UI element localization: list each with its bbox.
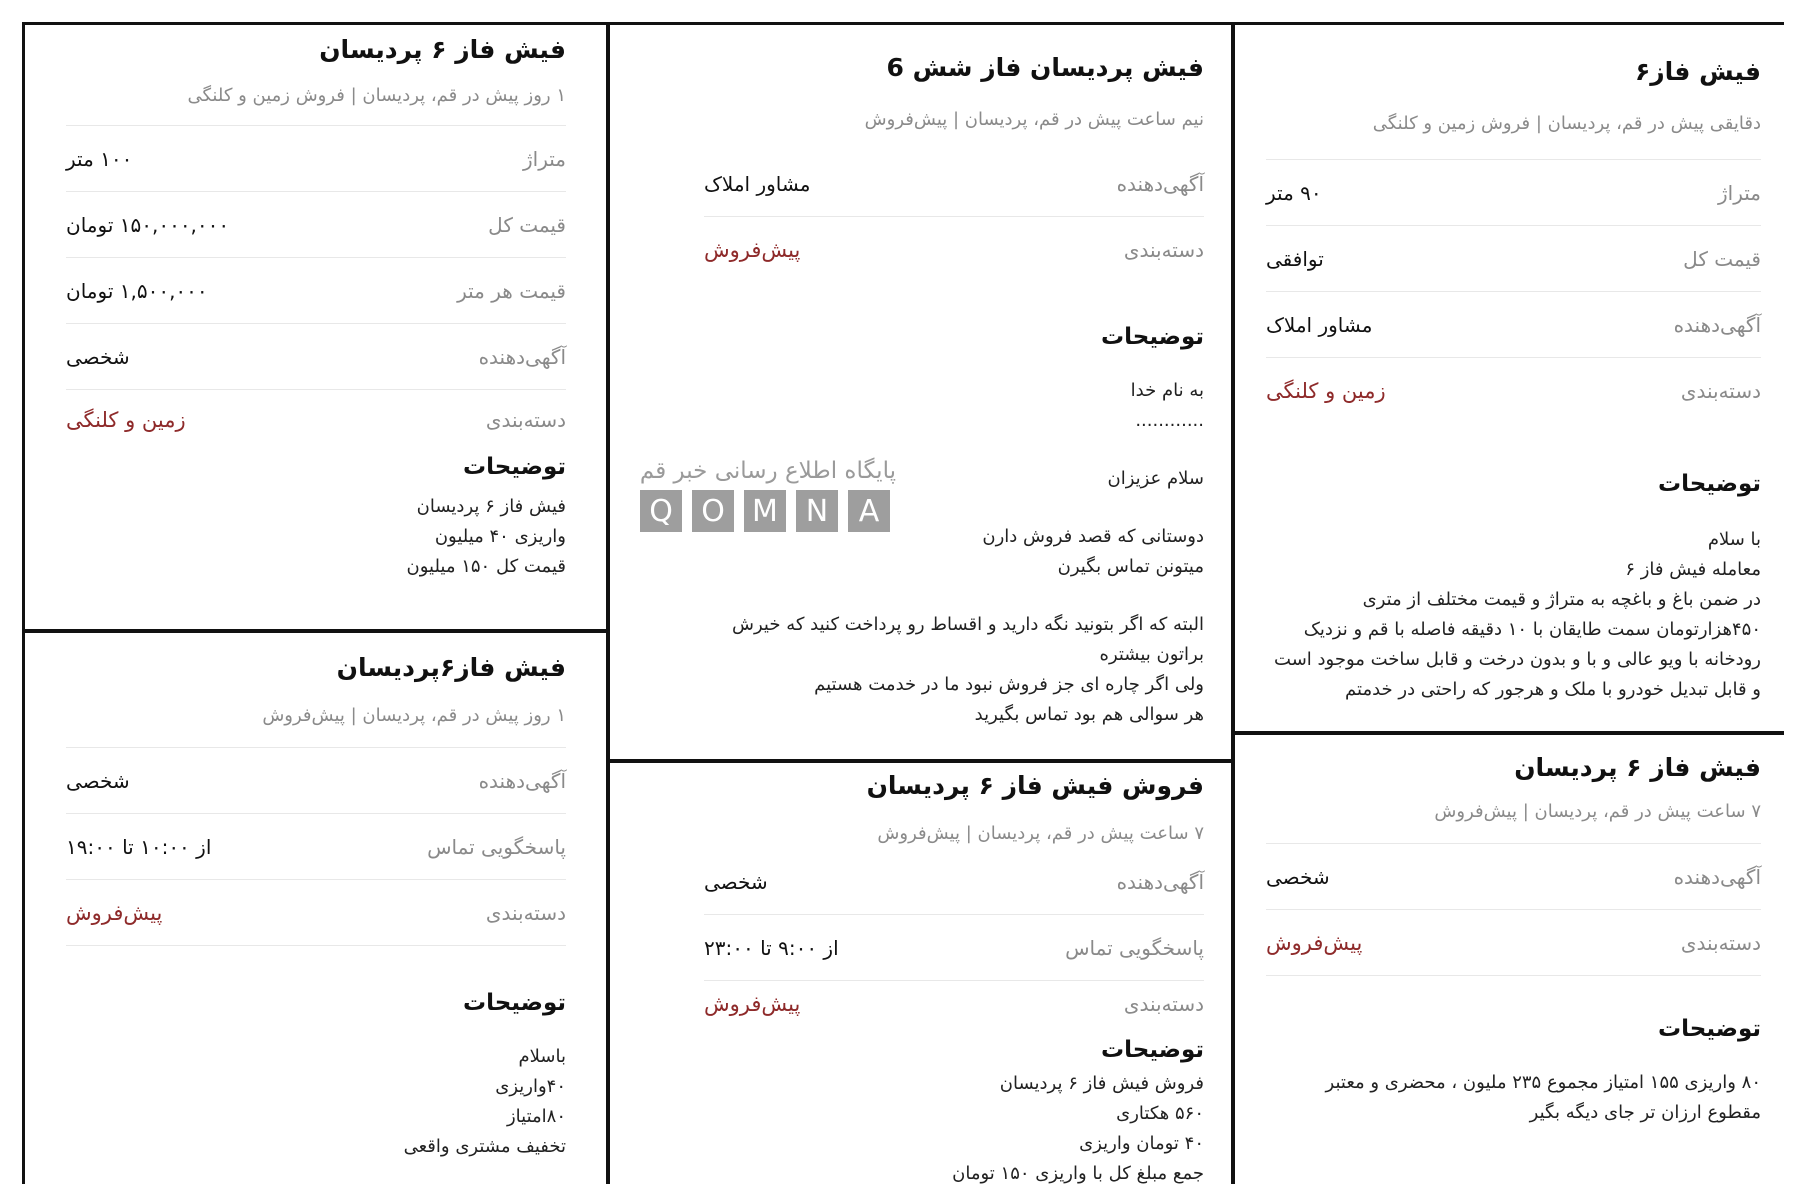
desc-line: ۴۰ تومان واریزی (1079, 1133, 1204, 1154)
description-heading: توضیحات (1101, 1037, 1204, 1063)
row-label: قیمت کل (488, 212, 566, 237)
description-text (704, 1069, 1204, 1184)
ad-card-fish-faz6-90m[interactable] (1235, 25, 1784, 731)
row-area (66, 126, 566, 192)
row-value: شخصی (66, 768, 130, 793)
row-contact-hours (704, 915, 1204, 981)
desc-line: ۴۵۰هزارتومان سمت طایقان با ۱۰ دقیقه فاصله با قم و نزدیک (1303, 619, 1761, 640)
ad-attributes (704, 151, 1204, 282)
row-advertiser (1266, 844, 1761, 910)
desc-line: البته که اگر بتونید نگه دارید و اقساط رو پرداخت کنید که خیرش (732, 614, 1204, 635)
row-value: شخصی (1266, 864, 1330, 889)
category-link[interactable]: پیش‌فروش (704, 237, 801, 262)
description-heading: توضیحات (1658, 471, 1761, 497)
desc-line: رودخانه با ویو عالی و با و بدون درخت و قابل ساخت موجود است (1274, 649, 1761, 670)
row-value: ۱۵۰,۰۰۰,۰۰۰ تومان (66, 212, 230, 237)
description-text (66, 492, 566, 582)
row-value: از ۹:۰۰ تا ۲۳:۰۰ (704, 935, 839, 960)
ad-meta: ۱ روز پیش در قم، پردیسان | پیش‌فروش (262, 705, 566, 726)
divider-horizontal-left (25, 629, 606, 633)
desc-line: معامله فیش فاز ۶ (1625, 559, 1761, 580)
desc-line: ............ (1135, 410, 1204, 431)
row-category (66, 390, 566, 450)
description-heading: توضیحات (1101, 324, 1204, 350)
desc-gap (704, 582, 1204, 610)
desc-line: ۴۰واریزی (495, 1076, 566, 1097)
desc-line: و قابل تبدیل خودرو با ملک و هرجور که راحتی در خدمتم (1345, 679, 1761, 700)
ad-card-fish-faz6-100m[interactable] (25, 25, 606, 629)
row-category (704, 981, 1204, 1027)
row-label: قیمت هر متر (457, 278, 566, 303)
category-link[interactable]: پیش‌فروش (66, 900, 163, 925)
watermark-text: پایگاه اطلاع رسانی خبر قم (639, 458, 896, 484)
ad-meta: ۷ ساعت پیش در قم، پردیسان | پیش‌فروش (877, 823, 1204, 844)
row-label: آگهی‌دهنده (1673, 864, 1761, 889)
desc-line: در ضمن باغ و باغچه به متراژ و قیمت مختلف از متری (1362, 589, 1761, 610)
desc-line: واریزی ۴۰ میلیون (434, 526, 566, 547)
ad-title[interactable]: فیش فاز ۶ پردیسان (319, 35, 566, 64)
row-total-price (1266, 226, 1761, 292)
row-advertiser (66, 748, 566, 814)
desc-line: هر سوالی هم بود تماس بگیرید (974, 704, 1204, 725)
description-heading: توضیحات (1658, 1016, 1761, 1042)
ad-attributes (704, 849, 1204, 1027)
divider-horizontal-right (1235, 731, 1784, 735)
qomna-watermark (640, 458, 910, 548)
ad-meta: دقایقی پیش در قم، پردیسان | فروش زمین و کلنگی (1372, 113, 1761, 134)
row-value: شخصی (704, 869, 768, 894)
row-category (1266, 910, 1761, 976)
watermark-letter: N (796, 490, 838, 532)
ad-card-forosh-fish-faz6[interactable] (610, 763, 1231, 1184)
row-label: پاسخگویی تماس (427, 834, 566, 859)
row-label: دسته‌بندی (1123, 992, 1204, 1016)
row-label: دسته‌بندی (1680, 378, 1761, 403)
row-label: آگهی‌دهنده (1673, 312, 1761, 337)
desc-line: سلام عزیزان (1107, 468, 1204, 489)
row-price-per-meter (66, 258, 566, 324)
row-label: دسته‌بندی (1123, 237, 1204, 262)
desc-line: ۸۰امتیاز (506, 1106, 566, 1127)
desc-line: به نام خدا (1130, 380, 1204, 401)
row-advertiser (66, 324, 566, 390)
desc-line: جمع مبلغ کل با واریزی ۱۵۰ تومان (952, 1163, 1204, 1184)
desc-line: ۵۶۰ هکتاری (1116, 1103, 1204, 1124)
description-heading: توضیحات (463, 454, 566, 480)
row-value: توافقی (1266, 246, 1324, 271)
row-value: مشاور املاک (704, 171, 811, 196)
ad-card-fish-faz6pardisan[interactable] (25, 633, 606, 1184)
row-value: از ۱۰:۰۰ تا ۱۹:۰۰ (66, 834, 212, 859)
ad-meta: ۷ ساعت پیش در قم، پردیسان | پیش‌فروش (1434, 801, 1761, 822)
row-advertiser (1266, 292, 1761, 358)
row-label: آگهی‌دهنده (478, 344, 566, 369)
ad-title[interactable]: فیش فاز ۶ پردیسان (1514, 753, 1761, 782)
row-label: قیمت کل (1683, 246, 1761, 271)
row-label: متراژ (1718, 180, 1761, 205)
ad-title[interactable]: فیش فاز۶ (1634, 57, 1761, 86)
row-label: پاسخگویی تماس (1065, 935, 1204, 960)
divider-vertical-right (1231, 25, 1235, 1184)
row-advertiser (704, 849, 1204, 915)
row-contact-hours (66, 814, 566, 880)
desc-line: میتونن تماس بگیرن (1057, 556, 1204, 577)
ad-attributes (66, 747, 566, 946)
row-label: آگهی‌دهنده (478, 768, 566, 793)
ad-attributes (66, 125, 566, 450)
watermark-letter: Q (640, 490, 682, 532)
ad-card-fish-faz6-pardisan-7h[interactable] (1235, 735, 1784, 1184)
description-text (1266, 525, 1761, 705)
desc-line: تخفیف مشتری واقعی (403, 1136, 566, 1157)
category-link[interactable]: زمین و کلنگی (66, 408, 186, 432)
row-value: ۱۰۰ متر (66, 146, 133, 171)
desc-line: باسلام (518, 1046, 566, 1067)
ad-card-fish-pardisan-faz-shesh[interactable] (610, 25, 1231, 759)
watermark-letter: M (744, 490, 786, 532)
ad-title[interactable]: فروش فیش فاز ۶ پردیسان (866, 771, 1204, 800)
row-category (1266, 358, 1761, 423)
category-link[interactable]: پیش‌فروش (704, 992, 801, 1016)
row-value: مشاور املاک (1266, 312, 1373, 337)
desc-line: ولی اگر چاره ای جز فروش نبود ما در خدمت هستیم (814, 674, 1204, 695)
desc-line: دوستانی که قصد فروش دارن (982, 526, 1204, 547)
row-label: آگهی‌دهنده (1116, 869, 1204, 894)
row-label: آگهی‌دهنده (1116, 171, 1204, 196)
row-label: متراژ (523, 146, 566, 171)
category-link[interactable]: پیش‌فروش (1266, 930, 1363, 955)
ad-title[interactable]: فیش فاز۶پردیسان (336, 653, 566, 682)
row-total-price (66, 192, 566, 258)
row-value: ۱,۵۰۰,۰۰۰ تومان (66, 278, 208, 303)
category-link[interactable]: زمین و کلنگی (1266, 378, 1386, 403)
ad-attributes (1266, 843, 1761, 976)
watermark-logo (640, 490, 910, 532)
desc-line: فروش فیش فاز ۶ پردیسان (999, 1073, 1204, 1094)
row-category (704, 217, 1204, 282)
ad-attributes (1266, 159, 1761, 423)
divider-vertical-left (606, 25, 610, 1184)
row-label: دسته‌بندی (1680, 930, 1761, 955)
collage-frame (22, 22, 1784, 1184)
desc-line: ۸۰ واریزی ۱۵۵ امتیاز مجموع ۲۳۵ ملیون ، محضری و معتبر (1325, 1072, 1761, 1093)
ad-meta: ۱ روز پیش در قم، پردیسان | فروش زمین و کلنگی (187, 85, 566, 106)
row-value: ۹۰ متر (1266, 180, 1322, 205)
desc-line: با سلام (1707, 529, 1761, 550)
ad-title[interactable]: فیش پردیسان فاز شش 6 (886, 53, 1204, 82)
watermark-letter: O (692, 490, 734, 532)
row-label: دسته‌بندی (485, 408, 566, 432)
row-advertiser (704, 151, 1204, 217)
divider-horizontal-middle (610, 759, 1231, 763)
description-text (1266, 1068, 1761, 1128)
description-text (704, 376, 1204, 730)
row-value: شخصی (66, 344, 130, 369)
desc-line: براتون بیشتره (1099, 644, 1204, 665)
row-category (66, 880, 566, 946)
desc-line: قیمت کل ۱۵۰ میلیون (406, 556, 566, 577)
desc-line: مقطوع ارزان تر جای دیگه بگیر (1529, 1102, 1761, 1123)
ad-meta: نیم ساعت پیش در قم، پردیسان | پیش‌فروش (864, 109, 1204, 130)
row-area (1266, 160, 1761, 226)
row-label: دسته‌بندی (485, 900, 566, 925)
desc-line: فیش فاز ۶ پردیسان (416, 496, 566, 517)
watermark-letter: A (848, 490, 890, 532)
description-heading: توضیحات (463, 990, 566, 1016)
description-text (66, 1042, 566, 1162)
